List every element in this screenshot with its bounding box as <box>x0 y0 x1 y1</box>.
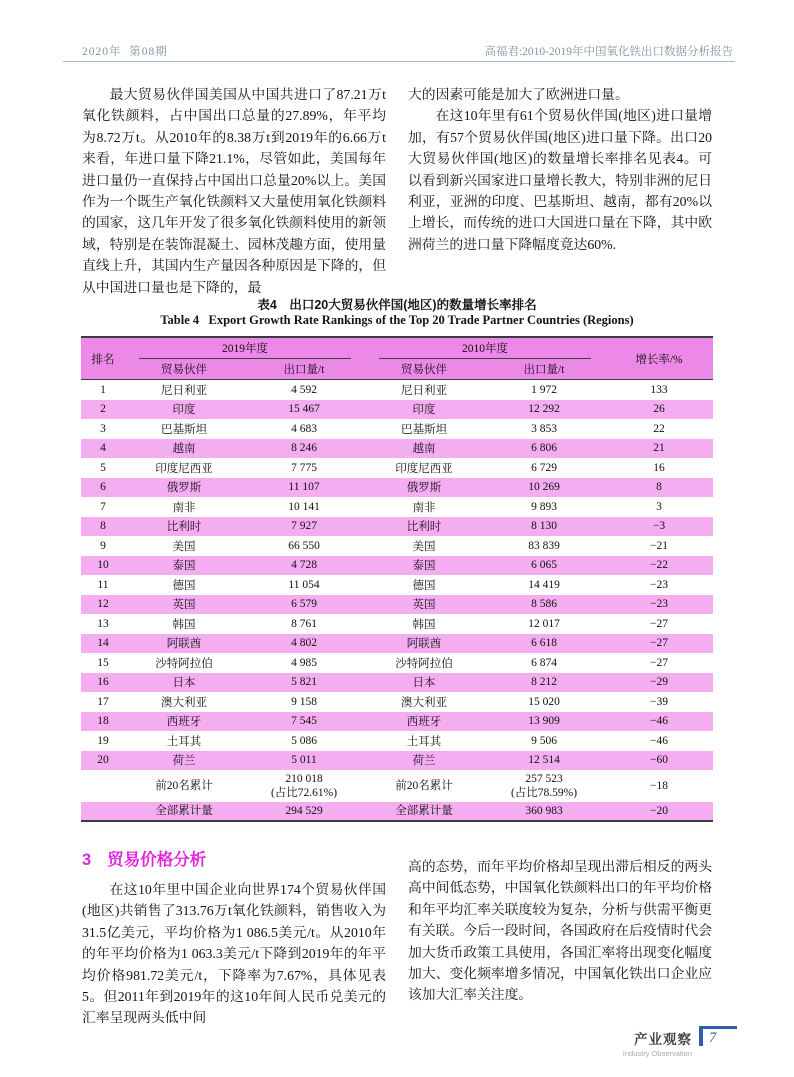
cell-export-2010: 257 523 (占比78.59%) <box>510 773 578 799</box>
paragraph: 在这10年里有61个贸易伙伴国(地区)进口量增加，有57个贸易伙伴国(地区)进口量下降。出口20大贸易伙伴国(地区)的数量增长率排名见表4。可以看到新兴国家进口量增长教大，特别非洲的尼日利亚，亚洲的印度、巴基斯坦、越南，都有20%以上增长，而传统的进口大国进口量在下降，其中欧洲荷兰的进口量下降幅度竟达60%. <box>408 108 712 252</box>
cell-growth: −39 <box>650 695 668 708</box>
cell-export-2010: 3 853 <box>531 422 557 435</box>
cell-growth: 8 <box>656 481 662 494</box>
col-header-export-2019: 出口量/t <box>243 359 365 380</box>
cell-partner-2010: 俄罗斯 <box>406 482 442 495</box>
cell-rank: 17 <box>97 695 109 708</box>
table-body <box>81 380 713 822</box>
cell-growth: −29 <box>650 676 668 689</box>
intro-right-column <box>408 84 712 255</box>
cell-partner-2010: 泰国 <box>412 560 436 573</box>
cell-growth: −27 <box>650 637 668 650</box>
cell-export-2010: 8 212 <box>531 676 557 689</box>
section-right-column <box>408 856 712 1006</box>
table-row <box>81 653 713 673</box>
cell-partner-2010: 南非 <box>412 501 436 514</box>
cell-export-2010: 12 017 <box>528 617 560 630</box>
cell-growth: 133 <box>650 383 668 396</box>
cell-export-2010: 8 586 <box>531 598 557 611</box>
page-number-mark <box>699 1026 737 1047</box>
cell-partner-2019: 澳大利亚 <box>161 696 207 709</box>
section-title: 贸易价格分析 <box>107 851 207 869</box>
cell-export-2010: 12 292 <box>528 403 560 416</box>
cell-partner-2010: 沙特阿拉伯 <box>395 657 453 670</box>
header-rule <box>63 61 735 62</box>
cell-partner-2019: 全部累计量 <box>155 805 213 817</box>
section-3-heading <box>82 846 206 870</box>
cell-export-2010: 83 839 <box>528 539 560 552</box>
table-row <box>81 634 713 654</box>
cell-export-2010: 12 514 <box>528 754 560 767</box>
cell-growth: 3 <box>656 500 662 513</box>
table-header <box>81 337 713 380</box>
cell-partner-2019: 美国 <box>172 540 196 553</box>
table-row <box>81 575 713 595</box>
paragraph: 大的因素可能是加大了欧洲进口量。 <box>408 87 629 102</box>
cell-export-2010: 6 806 <box>531 442 557 455</box>
footer-column-labels <box>623 1026 692 1058</box>
cell-partner-2019: 泰国 <box>172 560 196 573</box>
cell-partner-2010: 巴基斯坦 <box>401 423 447 436</box>
cell-partner-2010: 前20名累计 <box>395 780 453 792</box>
cell-export-2019: 11 107 <box>288 481 320 494</box>
cell-growth: 22 <box>653 422 665 435</box>
table-row <box>81 497 713 517</box>
cell-growth: −3 <box>652 520 666 533</box>
cell-export-2019: 7 927 <box>291 520 317 533</box>
cell-growth: −20 <box>650 805 668 817</box>
cell-rank: 10 <box>97 559 109 572</box>
cell-partner-2019: 西班牙 <box>166 716 202 729</box>
table-row <box>81 478 713 498</box>
col-header-partner-2019: 贸易伙伴 <box>125 359 243 380</box>
table-row <box>81 673 713 693</box>
footer-column-name-zh: 产业观察 <box>634 1032 692 1047</box>
cell-export-2019: 5 821 <box>291 676 317 689</box>
table-row <box>81 419 713 439</box>
cell-partner-2019: 尼日利亚 <box>161 384 207 397</box>
cell-growth: −27 <box>650 656 668 669</box>
cell-partner-2019: 英国 <box>172 599 196 612</box>
cell-rank: 13 <box>97 617 109 630</box>
table-summary-row <box>81 802 713 821</box>
cell-export-2019: 5 086 <box>291 734 317 747</box>
cell-export-2019: 15 467 <box>288 403 320 416</box>
cell-partner-2010: 印度 <box>412 404 436 417</box>
cell-partner-2010: 土耳其 <box>406 735 442 748</box>
header-issue: 2020年 第08期 <box>82 46 168 58</box>
cell-partner-2019: 韩国 <box>172 618 196 631</box>
section-left-column <box>82 879 386 1029</box>
cell-export-2010: 10 269 <box>528 481 560 494</box>
cell-rank: 5 <box>100 461 106 474</box>
cell-rank: 12 <box>97 598 109 611</box>
cell-export-2019: 210 018 (占比72.61%) <box>270 773 338 799</box>
cell-export-2010: 1 972 <box>531 383 557 396</box>
cell-partner-2019: 越南 <box>172 443 196 456</box>
cell-rank: 7 <box>100 500 106 513</box>
cell-partner-2019: 印度 <box>172 404 196 417</box>
footer-column-name-en: Industry Observation <box>622 1049 692 1058</box>
page-number: 7 <box>709 1030 717 1046</box>
table-row <box>81 751 713 771</box>
col-group-2010 <box>365 337 605 359</box>
cell-growth: −23 <box>650 578 668 591</box>
cell-export-2010: 9 893 <box>531 500 557 513</box>
page-footer <box>623 1026 737 1058</box>
cell-export-2010: 6 065 <box>531 559 557 572</box>
cell-export-2010: 360 983 <box>525 805 563 817</box>
cell-export-2019: 7 545 <box>291 715 317 728</box>
cell-growth: 21 <box>653 442 665 455</box>
table-row <box>81 439 713 459</box>
table-row <box>81 536 713 556</box>
cell-partner-2010: 阿联酋 <box>406 638 442 651</box>
col-header-export-2010: 出口量/t <box>483 359 605 380</box>
cell-rank: 16 <box>97 676 109 689</box>
cell-growth: −46 <box>650 734 668 747</box>
cell-partner-2019: 阿联酋 <box>166 638 202 651</box>
paragraph: 在这10年里中国企业向世界174个贸易伙伴国(地区)共销售了313.76万t氧化铁颜料，销售收入为31.5亿美元，平均价格为1 086.5美元/t。从2010年的年平均价格为1 063.3美元/t下降到2019年的年平均价格981.72美元/t，下降率为7.67%，具体见表5。但2011年到2019年的这10年间人民币兑美元的汇率呈现两头低中间 <box>82 882 386 1026</box>
intro-left-column <box>82 84 386 298</box>
header-running-title: 高福君:2010-2019年中国氧化铁出口数据分析报告 <box>484 46 733 58</box>
cell-export-2010: 6 729 <box>531 461 557 474</box>
cell-growth: −21 <box>650 539 668 552</box>
cell-partner-2019: 巴基斯坦 <box>161 423 207 436</box>
cell-export-2019: 66 550 <box>288 539 320 552</box>
paragraph: 高的态势，而年平均价格却呈现出滞后相反的两头高中间低态势，中国氧化铁颜料出口的年平均价格和年平均汇率关联度较为复杂，分析与供需平衡更有关联。今后一段时间，各国政府在后疫情时代会加大货币政策工具使用，各国汇率将出现变化幅度加大、变化频率增多情况，中国氧化铁出口企业应该加大汇率关注度。 <box>408 859 712 1003</box>
cell-rank: 14 <box>97 637 109 650</box>
cell-rank: 4 <box>100 442 106 455</box>
cell-partner-2019: 荷兰 <box>172 755 196 768</box>
cell-growth: −23 <box>650 598 668 611</box>
cell-growth: −18 <box>650 780 668 792</box>
cell-growth: −27 <box>650 617 668 630</box>
cell-rank: 1 <box>100 383 106 396</box>
table-summary-row <box>81 770 713 802</box>
cell-partner-2019: 沙特阿拉伯 <box>155 657 213 670</box>
table-row <box>81 556 713 576</box>
cell-rank: 11 <box>97 578 109 591</box>
cell-export-2019: 4 985 <box>291 656 317 669</box>
cell-export-2019: 10 141 <box>288 500 320 513</box>
cell-export-2019: 11 054 <box>288 578 320 591</box>
cell-rank: 15 <box>97 656 109 669</box>
cell-partner-2010: 西班牙 <box>406 716 442 729</box>
cell-export-2010: 15 020 <box>528 695 560 708</box>
table-row <box>81 458 713 478</box>
table-title-en: Table 4 Export Growth Rate Rankings of the Top 20 Trade Partner Countries (Regions) <box>160 313 634 327</box>
table-row <box>81 692 713 712</box>
cell-partner-2010: 日本 <box>412 677 436 690</box>
table-row <box>81 614 713 634</box>
export-growth-table <box>81 336 713 822</box>
cell-growth: −22 <box>650 559 668 572</box>
cell-partner-2019: 日本 <box>172 677 196 690</box>
cell-export-2010: 13 909 <box>528 715 560 728</box>
table-row <box>81 380 713 400</box>
table-row <box>81 400 713 420</box>
table-row <box>81 517 713 537</box>
cell-rank: 9 <box>100 539 106 552</box>
col-header-rank: 排名 <box>81 337 125 380</box>
cell-partner-2019: 南非 <box>172 501 196 514</box>
cell-rank: 3 <box>100 422 106 435</box>
cell-rank: 8 <box>100 520 106 533</box>
cell-partner-2010: 全部累计量 <box>395 805 453 817</box>
cell-rank: 2 <box>100 403 106 416</box>
cell-export-2010: 8 130 <box>531 520 557 533</box>
cell-export-2019: 294 529 <box>285 805 323 817</box>
cell-rank <box>81 770 125 802</box>
cell-export-2019: 5 011 <box>291 754 317 767</box>
table-row <box>81 595 713 615</box>
cell-export-2019: 4 592 <box>291 383 317 396</box>
cell-partner-2010: 尼日利亚 <box>401 384 447 397</box>
cell-partner-2010: 荷兰 <box>412 755 436 768</box>
cell-export-2010: 6 618 <box>531 637 557 650</box>
col-header-growth: 增长率/% <box>605 337 713 380</box>
cell-partner-2010: 澳大利亚 <box>401 696 447 709</box>
cell-partner-2010: 美国 <box>412 540 436 553</box>
cell-partner-2019: 俄罗斯 <box>166 482 202 495</box>
cell-export-2019: 4 728 <box>291 559 317 572</box>
cell-growth: 16 <box>653 461 665 474</box>
cell-growth: −46 <box>650 715 668 728</box>
table-title-zh: 表4 出口20大贸易伙伴国(地区)的数量增长率排名 <box>257 298 537 312</box>
cell-export-2010: 9 506 <box>531 734 557 747</box>
col-group-2019 <box>125 337 365 359</box>
cell-export-2019: 4 683 <box>291 422 317 435</box>
col-group-2019-label: 2019年度 <box>139 338 351 359</box>
cell-rank <box>81 802 125 821</box>
col-group-2010-label: 2010年度 <box>379 338 591 359</box>
cell-rank: 6 <box>100 481 106 494</box>
cell-export-2010: 6 874 <box>531 656 557 669</box>
cell-export-2019: 8 761 <box>291 617 317 630</box>
cell-partner-2010: 越南 <box>412 443 436 456</box>
cell-partner-2019: 比利时 <box>166 521 202 534</box>
cell-growth: 26 <box>653 403 665 416</box>
cell-export-2019: 9 158 <box>291 695 317 708</box>
cell-rank: 18 <box>97 715 109 728</box>
section-number: 3 <box>82 851 92 869</box>
cell-partner-2010: 比利时 <box>406 521 442 534</box>
cell-rank: 19 <box>97 734 109 747</box>
table-row <box>81 731 713 751</box>
col-header-partner-2010: 贸易伙伴 <box>365 359 483 380</box>
cell-partner-2019: 前20名累计 <box>155 780 213 792</box>
cell-partner-2019: 印度尼西亚 <box>155 462 213 475</box>
paragraph: 最大贸易伙伴国美国从中国共进口了87.21万t氧化铁颜料，占中国出口总量的27.89%，年平均为8.72万t。从2010年的8.38万t到2019年的6.66万t来看，年进口量下降21.1%，尽管如此，美国每年进口量仍一直保持占中国出口总量20%以上。美国作为一个既生产氧化铁颜料又大量使用氧化铁颜料的国家，这几年开发了很多氧化铁颜料使用的新领域，特别是在装饰混凝土、园林茂趣方面，使用量直线上升，其国内生产量因各种原因是下降的，但从中国进口量也是下降的，最 <box>82 87 386 295</box>
cell-partner-2010: 韩国 <box>412 618 436 631</box>
cell-export-2019: 4 802 <box>291 637 317 650</box>
cell-export-2019: 8 246 <box>291 442 317 455</box>
cell-export-2019: 6 579 <box>291 598 317 611</box>
cell-partner-2019: 德国 <box>172 579 196 592</box>
cell-growth: −60 <box>650 754 668 767</box>
table-row <box>81 712 713 732</box>
cell-export-2019: 7 775 <box>291 461 317 474</box>
cell-rank: 20 <box>97 754 109 767</box>
cell-partner-2010: 印度尼西亚 <box>395 462 453 475</box>
cell-partner-2010: 德国 <box>412 579 436 592</box>
cell-partner-2019: 土耳其 <box>166 735 202 748</box>
cell-partner-2010: 英国 <box>412 599 436 612</box>
cell-export-2010: 14 419 <box>528 578 560 591</box>
